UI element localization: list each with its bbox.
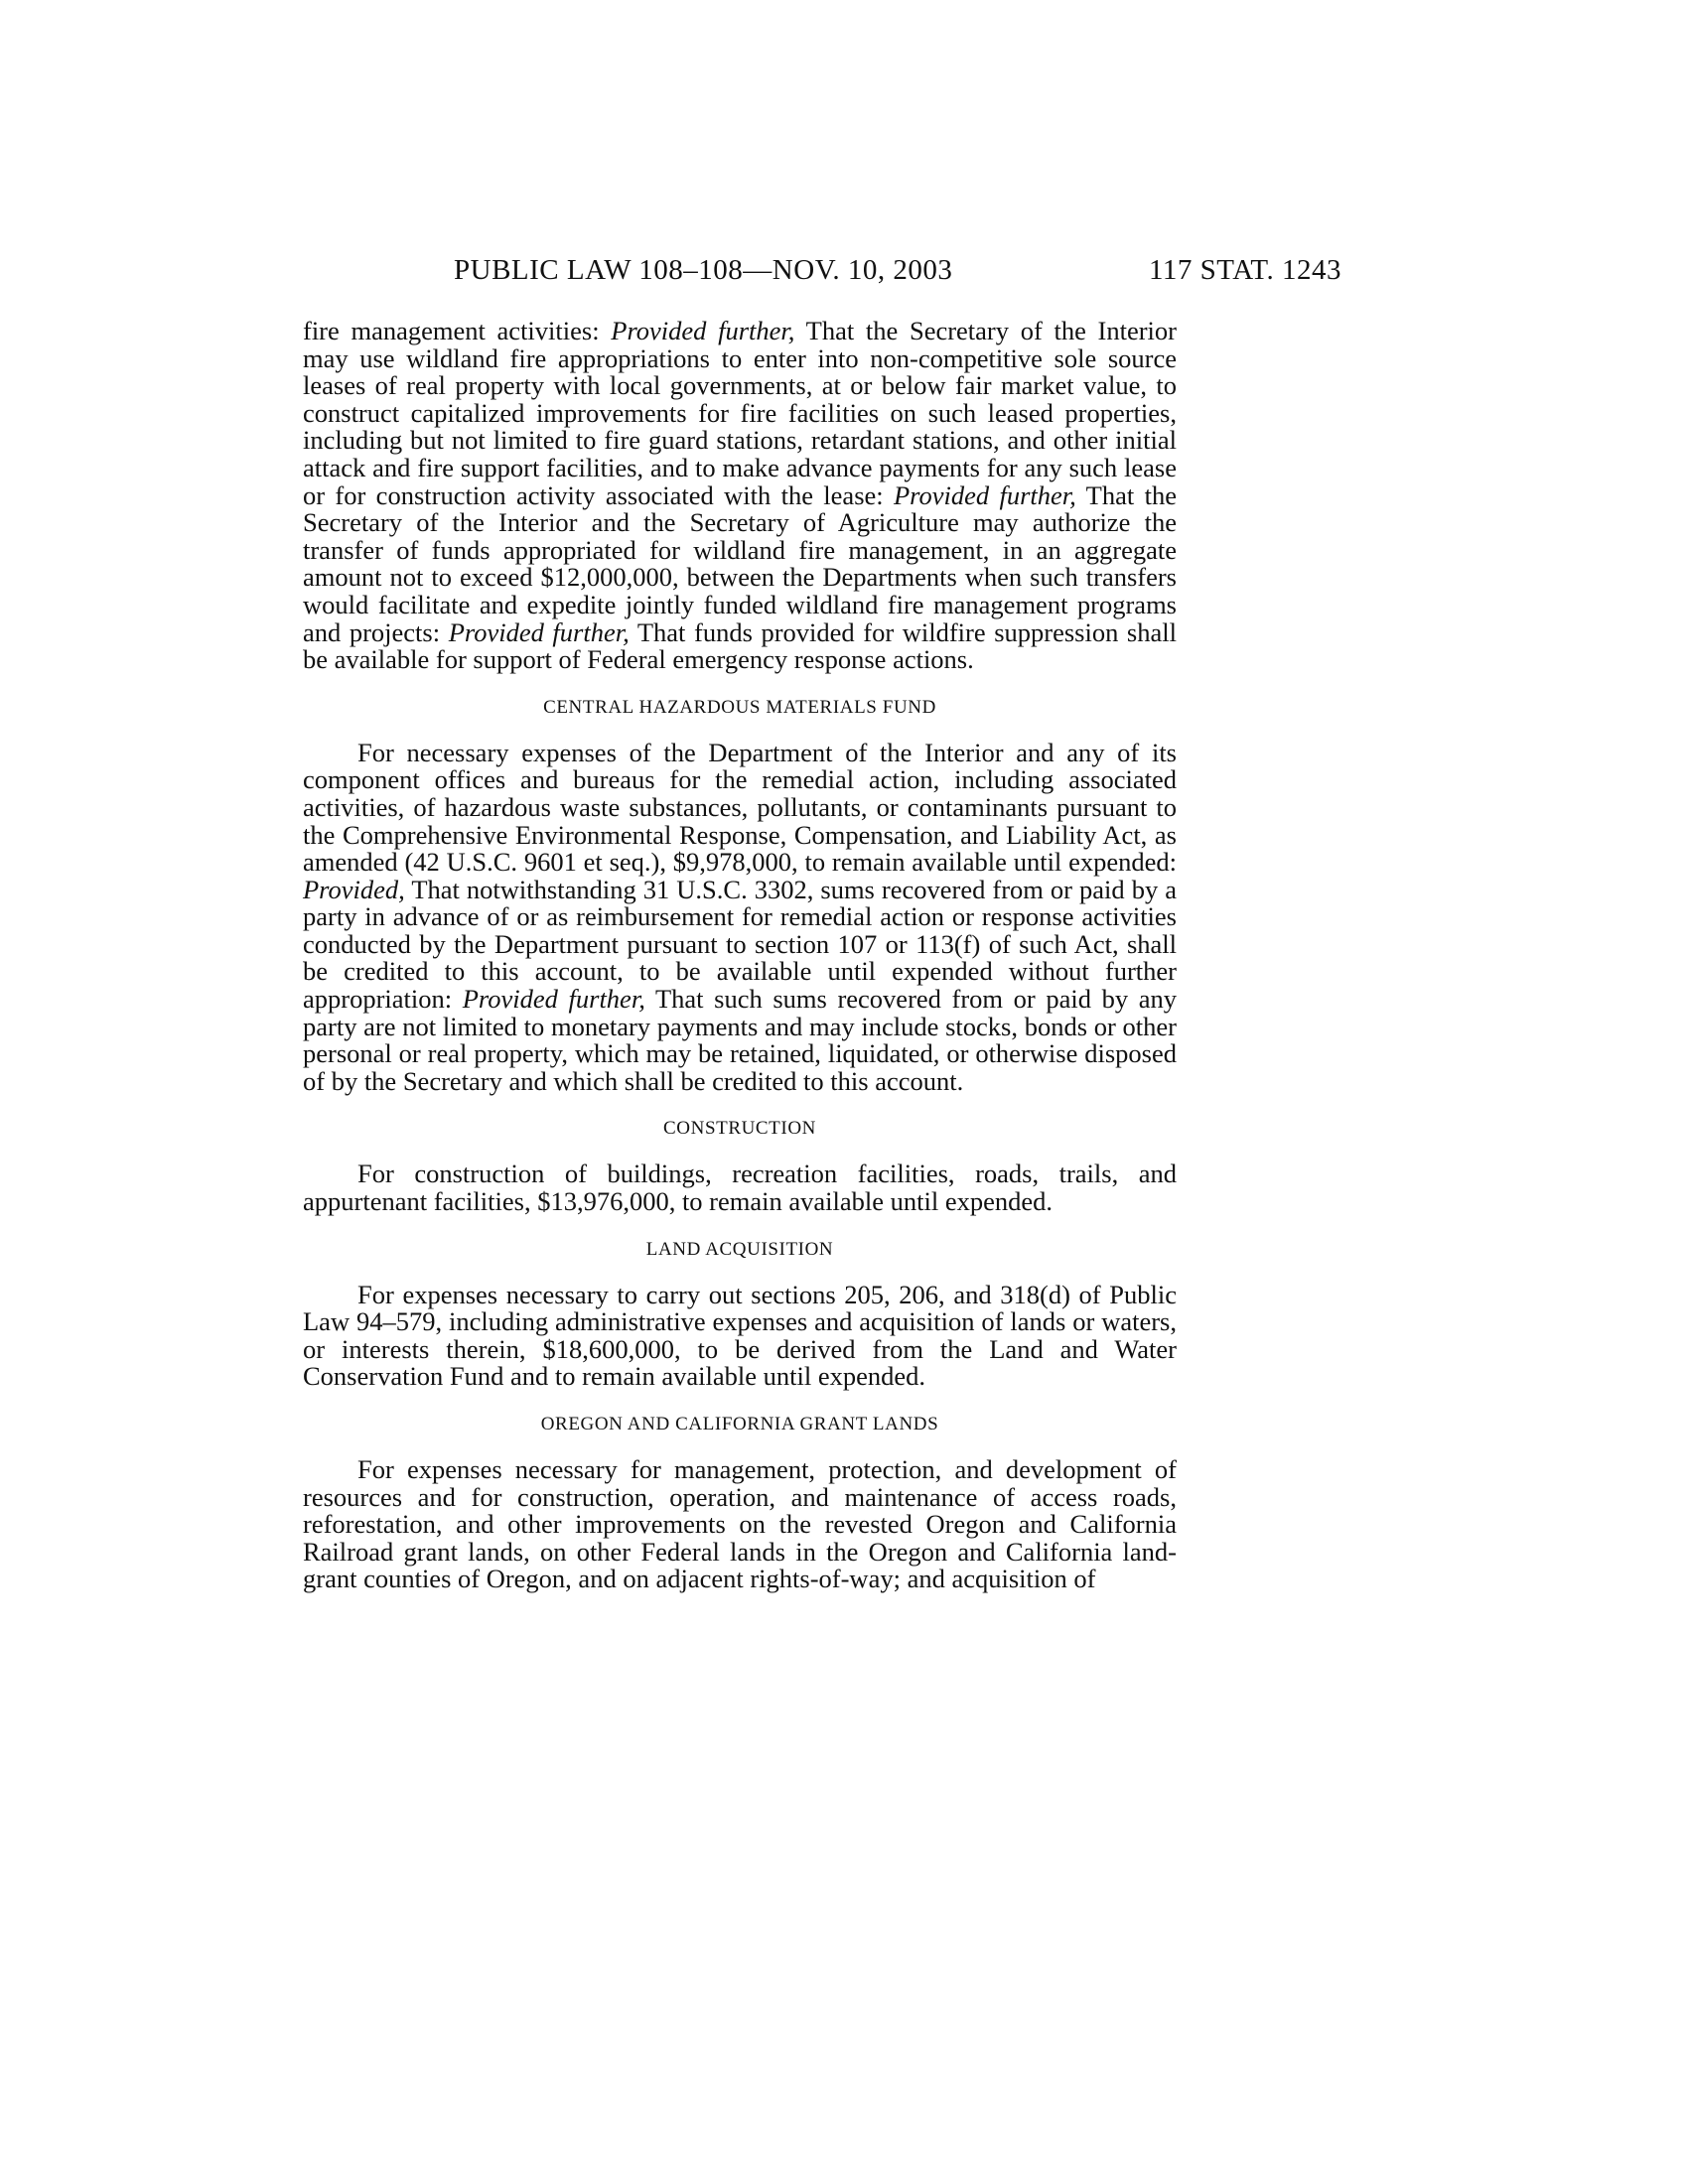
- text-segment: For necessary expenses of the Department of the Interior and any of its component offices and bureaus for the remedial action, including associated activities, of hazardous waste substances, pollutants, or contaminants pursuant to the Comprehensive Environmental Response, Compensation, and Liability Act, as amended (42 U.S.C. 9601 et seq.), $9,978,000, to remain available until expended:: [303, 737, 1177, 878]
- proviso-italic: Provided further,: [894, 479, 1076, 510]
- heading-central-hazardous-materials-fund: CENTRAL HAZARDOUS MATERIALS FUND: [543, 696, 936, 718]
- page-header: [0, 254, 1688, 294]
- paragraph-land-acquisition: For expenses necessary to carry out sections 205, 206, and 318(d) of Public Law 94–579, including administrative expenses and acquisition of lands or waters, or interests therein, $18,600,000, to be derived from the Land and Water Conservation Fund and to remain available until expended.: [303, 1279, 1177, 1392]
- heading-construction: CONSTRUCTION: [663, 1118, 816, 1140]
- text-segment: That the Secretary of the Interior and the Secretary of Agriculture may authorize the transfer of funds appropriated for wildland fire management, in an aggregate amount not to exceed $12,000,000, between the Departments when such transfers would facilitate and expedite jointly funded wildland fire management programs and projects:: [303, 479, 1177, 647]
- paragraph-fire-management: [303, 318, 1177, 674]
- proviso-italic: Provided further,: [448, 616, 630, 647]
- paragraph-construction: For construction of buildings, recreation facilities, roads, trails, and appurtenant facilities, $13,976,000, to remain available until expended.: [303, 1159, 1177, 1217]
- stat-reference: 117 STAT. 1243: [1149, 254, 1341, 286]
- heading-land-acquisition: LAND ACQUISITION: [645, 1238, 834, 1260]
- text-segment: That funds provided for wildfire suppression shall be available for support of Federal emergency response actions.: [303, 616, 1177, 675]
- text-segment: That notwithstanding 31 U.S.C. 3302, sums recovered from or paid by a party in advance of or as reimbursement for remedial action or response activities conducted by the Department pursuant to section 107 or 113(f) of such Act, shall be credited to this account, to be available until expended without further appropriation:: [303, 874, 1177, 1015]
- proviso-italic: Provided further,: [611, 316, 795, 345]
- page-body: [303, 318, 1177, 1593]
- paragraph-hazardous-materials: [303, 737, 1177, 1096]
- text-segment: That the Secretary of the Interior may use wildland fire appropriations to enter into non-competitive sole source leases of real property with local governments, at or below fair market value, to construct capitalized improvements for fire facilities on such leased properties, including but not limited to fire guard stations, retardant stations, and other initial attack and fire support facilities, and to make advance payments for any such lease or for construction activity associated with the lease:: [303, 316, 1177, 510]
- page-title: PUBLIC LAW 108–108—NOV. 10, 2003: [454, 254, 953, 286]
- text-segment: fire management activities:: [303, 316, 612, 345]
- proviso-italic: Provided further,: [462, 984, 645, 1015]
- paragraph-oregon-california: For expenses necessary for management, protection, and development of resources and for construction, operation, and maintenance of access roads, reforestation, and other improvements on the revested Oregon and California Railroad grant lands, on other Federal lands in the Oregon and California land-grant counties of Oregon, and on adjacent rights-of-way; and acquisition of: [303, 1454, 1177, 1594]
- proviso-italic: Provided,: [303, 874, 405, 904]
- text-segment: That such sums recovered from or paid by any party are not limited to monetary payments and may include stocks, bonds or other personal or real property, which may be retained, liquidated, or otherwise disposed of by the Secretary and which shall be credited to this account.: [303, 984, 1177, 1096]
- heading-oregon-california-grant-lands: OREGON AND CALIFORNIA GRANT LANDS: [540, 1414, 939, 1434]
